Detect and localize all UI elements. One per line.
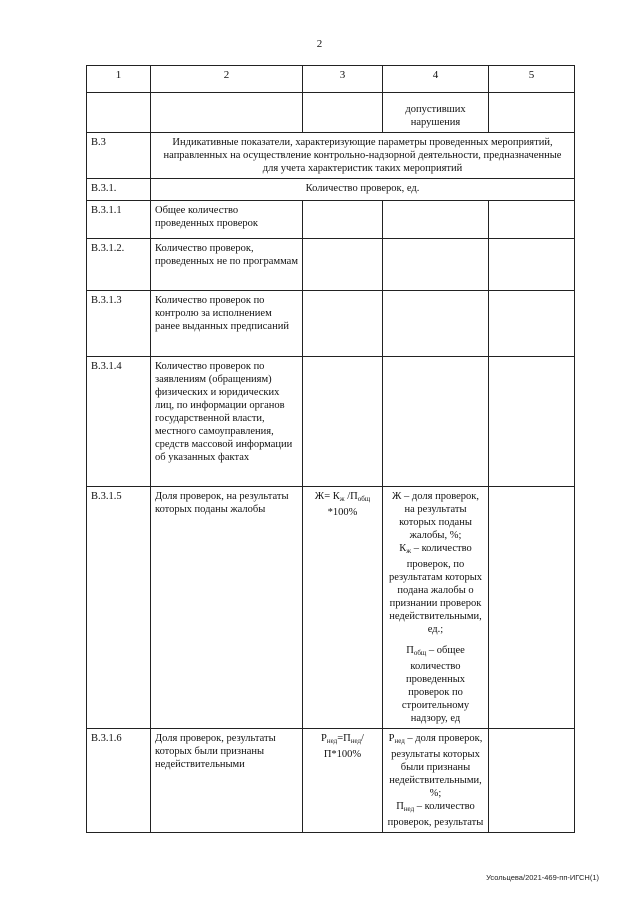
indicator-table	[86, 65, 575, 833]
row-code: В.3.1.3	[87, 291, 151, 357]
table-row	[87, 729, 575, 833]
table-row	[87, 239, 575, 291]
row-formula: $Ж= К_ж$ $/П_{общ}$ *100%	[303, 487, 383, 729]
header-col-5: 5	[489, 66, 575, 93]
header-row	[87, 66, 575, 93]
header-col-1: 1	[87, 66, 151, 93]
header-col-2: 2	[151, 66, 303, 93]
row-name: Доля проверок, на результаты которых поданы жалобы	[151, 487, 303, 729]
row-description: $Р_{нед}$ – доля проверок, результаты которых были признаны недействительными, %; $П_{нед}$ – количество проверок, результаты	[383, 729, 489, 833]
table-row	[87, 487, 575, 729]
section-title: Индикативные показатели, характеризующие параметры проведенных мероприятий, направленных на осуществление контрольно-надзорной деятельности, предназначенные для учета характеристик таких мероприятий	[151, 133, 575, 179]
row-code: В.3.1.1	[87, 201, 151, 239]
table-row	[87, 201, 575, 239]
row-description: Ж – доля проверок, на результаты которых поданы жалобы, %; $К_ж$ – количество проверок, по результатам которых подана жалобы о признании проверок недействительными, ед.; $П_{общ}$ – общее количество проведенных проверок по строительному надзору, ед	[383, 487, 489, 729]
header-col-4: 4	[383, 66, 489, 93]
subsection-title: Количество проверок, ед.	[151, 179, 575, 201]
table-row	[87, 357, 575, 487]
row-code: В.3.1.2.	[87, 239, 151, 291]
row-name: Общее количество проведенных проверок	[151, 201, 303, 239]
row-name: Количество проверок по контролю за исполнением ранее выданных предписаний	[151, 291, 303, 357]
row-name: Доля проверок, результаты которых были признаны недействительными	[151, 729, 303, 833]
row-code: В.3.1.5	[87, 487, 151, 729]
section-row-b3	[87, 133, 575, 179]
row-code: В.3.1.6	[87, 729, 151, 833]
row0-description: допустивших нарушения	[383, 93, 489, 133]
subsection-code: В.3.1.	[87, 179, 151, 201]
row-name: Количество проверок по заявлениям (обращениям) физических и юридических лиц, по информации органов государственной власти, местного самоуправления, средств массовой информации об указанных фактах	[151, 357, 303, 487]
row-name: Количество проверок, проведенных не по программам	[151, 239, 303, 291]
subsection-row-b31	[87, 179, 575, 201]
section-code: В.3	[87, 133, 151, 179]
table-row	[87, 93, 575, 133]
document-footer-id: Усольцева/2021-469-пп-ИГСН(1)	[486, 873, 599, 882]
row-code: В.3.1.4	[87, 357, 151, 487]
header-col-3: 3	[303, 66, 383, 93]
table-row	[87, 291, 575, 357]
row-formula: $Р_{нед}=П_{нед}/П*100\%$	[303, 729, 383, 833]
page-number: 2	[316, 38, 323, 50]
